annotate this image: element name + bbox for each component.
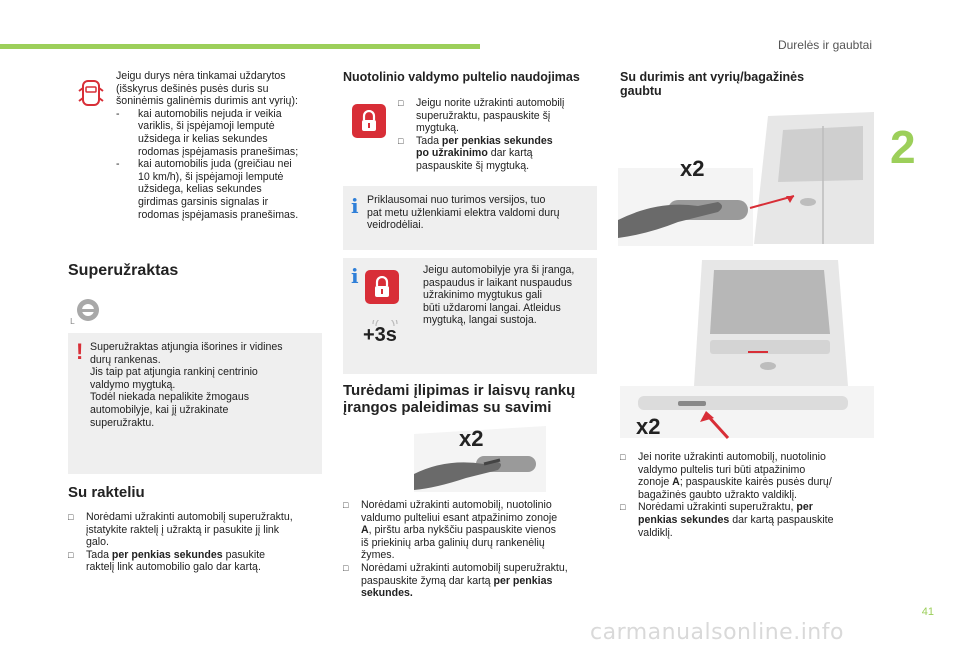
text-run: dar kartą paspauskite xyxy=(729,513,834,526)
door-warning-text xyxy=(116,70,326,221)
text-run: , pirštu arba nykščiu paspauskite vienos xyxy=(368,524,556,537)
door-open-warning-icon xyxy=(76,78,106,108)
dash-line: girdimas garsinis signalas ir xyxy=(138,195,269,208)
text-run-bold: per penkias sekundes xyxy=(441,134,553,147)
intro-line: šoninėmis galinėmis durimis ant vyrių): xyxy=(116,95,298,108)
info-icon: i xyxy=(351,194,359,218)
bullet-marker: □ xyxy=(620,452,626,462)
bullet-line: Norėdami užrakinti automobilį superužraktu, xyxy=(361,561,568,574)
remote-usage-title: Nuotolinio valdymo pultelio naudojimas xyxy=(343,70,580,84)
warning-line: valdymo mygtuką. xyxy=(90,378,176,391)
info-line: paspaudus ir laikant nuspaudus xyxy=(423,276,573,289)
text-run: ; paspauskite kairės pusės durų/ xyxy=(679,476,832,489)
title-line: Su durimis ant vyrių/bagažinės xyxy=(620,70,805,84)
chapter-number: 2 xyxy=(890,121,916,173)
text-run: zonoje xyxy=(638,476,673,489)
bullet-marker: □ xyxy=(68,512,74,522)
bullet-item xyxy=(398,135,598,173)
bullet-line: valdiklį. xyxy=(638,526,673,539)
watermark: carmanualsonline.info xyxy=(590,620,844,645)
bullet-line: mygtuką. xyxy=(416,122,459,135)
rear-door-handle-illustration xyxy=(618,110,880,246)
text-run-bold: sekundes. xyxy=(361,587,413,600)
steering-wheel-icon xyxy=(68,296,110,326)
bullet-item xyxy=(68,549,324,574)
bullet-line: superužraktu, paspauskite šį xyxy=(416,109,551,122)
bullet-line: iš priekinių arba galinių durų rankenėlių xyxy=(361,536,545,549)
dash-line: kai automobilis nejuda ir veikia xyxy=(138,107,282,120)
press-twice-label: x2 xyxy=(459,426,484,451)
header-accent-bar xyxy=(0,44,480,49)
warning-line: durų rankenas. xyxy=(90,353,161,366)
bullet-item xyxy=(343,562,601,600)
text-run-bold: per penkias sekundes xyxy=(111,548,223,561)
bullet-item xyxy=(343,499,601,562)
warning-line: Todėl niekada nepalikite žmogaus xyxy=(90,391,250,404)
dash-line: variklis, ši įspėjamoji lemputė xyxy=(138,120,275,133)
dash-line: rodomas įspėjamasis pranešimas; xyxy=(138,145,299,158)
bullet-line: paspauskite šį mygtuką. xyxy=(416,159,530,172)
info-line: būti uždaromi langai. Atleidus xyxy=(423,301,561,314)
dash-item xyxy=(116,158,326,221)
bullet-marker: □ xyxy=(620,502,626,513)
press-twice-label: x2 xyxy=(680,156,705,181)
title-line: įrangos paleidimas su savimi xyxy=(343,399,552,416)
bullet-line: žymes. xyxy=(361,549,395,562)
info-line: Jeigu automobilyje yra ši įranga, xyxy=(423,264,575,276)
warning-exclamation-icon: ! xyxy=(76,339,84,364)
dash-line: užsidega, kelias sekundes xyxy=(138,183,262,196)
warning-line: Jis taip pat atjungia rankinį centrinio xyxy=(90,366,258,379)
bullet-line: valdymo pultelis turi būti atpažinimo xyxy=(638,463,806,476)
hold-3s-label: +3s xyxy=(363,324,397,346)
title-line: gaubtu xyxy=(620,84,662,98)
bullet-marker: □ xyxy=(398,98,404,108)
bullet-item xyxy=(68,511,324,549)
text-run: dar kartą xyxy=(487,147,533,160)
bullet-line: valdumo pulteliui esant atpažinimo zonoje xyxy=(361,511,558,524)
superlock-warning-box xyxy=(68,333,322,474)
bullet-line: bagažinės gaubto užrakto valdiklį. xyxy=(638,488,798,501)
lock-button-icon xyxy=(365,270,399,304)
title-line: Turėdami įlipimas ir laisvų rankų xyxy=(343,382,576,399)
text-run: Norėdami užrakinti superužraktu, xyxy=(638,501,797,514)
header-title: Durelės ir gaubtai xyxy=(777,38,872,52)
hinged-doors-bullets xyxy=(620,451,860,539)
text-run-bold: po užrakinimo xyxy=(416,147,488,160)
with-key-title: Su rakteliu xyxy=(68,484,145,501)
dash-line: 10 km/h), ši įspėjamoji lemputė xyxy=(138,170,284,183)
mirror-info-box xyxy=(343,186,597,250)
intro-line: (išskyrus dešinės pusės duris su xyxy=(116,82,269,95)
bullet-item xyxy=(398,97,598,135)
bullet-marker: □ xyxy=(68,549,74,560)
info-line: užrakinimo mygtukus gali xyxy=(423,289,542,302)
bullet-item xyxy=(620,501,860,539)
svg-text:L: L xyxy=(70,317,75,325)
dash-marker: - xyxy=(116,107,120,120)
hands-free-title xyxy=(343,382,575,416)
bullet-marker: □ xyxy=(343,562,349,573)
info-icon: i xyxy=(351,264,359,288)
hands-free-bullets xyxy=(343,499,601,600)
hinged-doors-title xyxy=(620,70,804,98)
bullet-line: Jei norite užrakinti automobilį, nuotolinio xyxy=(638,451,826,463)
dash-line: užsidega ir kelias sekundes xyxy=(138,132,268,145)
text-run-bold: per xyxy=(796,501,813,514)
tailgate-handle-illustration xyxy=(618,256,880,440)
text-run-bold: per penkias xyxy=(493,574,553,587)
windows-info-text xyxy=(423,264,595,327)
superlock-title: Superužraktas xyxy=(68,262,179,279)
bullet-line: įstatykite raktelį į užraktą ir pasukite jį link xyxy=(86,523,280,536)
text-run-bold: A xyxy=(672,476,680,489)
info-line: mygtuką, langai sustoja. xyxy=(423,314,537,327)
dash-marker: - xyxy=(116,158,120,171)
text-run: paspauskite žymą dar kartą xyxy=(361,574,494,587)
text-run-bold: A xyxy=(361,524,369,537)
bullet-item xyxy=(620,451,860,501)
windows-info-box xyxy=(343,258,597,374)
warning-line: automobilyje, kai jį užrakinate xyxy=(90,403,229,416)
remote-bullets xyxy=(398,97,598,173)
press-twice-label: x2 xyxy=(636,414,661,439)
dash-item xyxy=(116,108,326,158)
warning-line: superužraktu. xyxy=(90,416,155,429)
intro-line: Jeigu durys nėra tinkamai uždarytos xyxy=(116,70,286,82)
info-line: pat metu užlenkiami elektra valdomi durų xyxy=(367,206,560,219)
text-run: Tada xyxy=(86,548,112,561)
text-run: Tada xyxy=(416,134,442,147)
page-number: 41 xyxy=(921,606,934,618)
superlock-warning-text xyxy=(90,341,318,429)
info-line: veidrodėliai. xyxy=(367,219,424,232)
info-line: Priklausomai nuo turimos versijos, tuo xyxy=(367,194,546,206)
lock-button-icon xyxy=(352,104,386,138)
dash-line: rodomas įspėjamasis pranešimas. xyxy=(138,208,299,221)
warning-line: Superužraktas atjungia išorines ir vidines xyxy=(90,341,283,353)
with-key-text xyxy=(68,511,324,574)
bullet-marker: □ xyxy=(343,500,349,510)
bullet-line: galo. xyxy=(86,536,109,549)
mirror-info-text xyxy=(367,194,593,232)
text-run-bold: penkias sekundes xyxy=(638,513,730,526)
bullet-line: Norėdami užrakinti automobilį, nuotolinio xyxy=(361,499,552,511)
bullet-marker: □ xyxy=(398,135,404,146)
bullet-line: Norėdami užrakinti automobilį superužraktu, xyxy=(86,511,293,523)
text-run: pasukite xyxy=(222,548,266,561)
bullet-line: Jeigu norite užrakinti automobilį xyxy=(416,97,565,109)
bullet-line: raktelį link automobilio galo dar kartą. xyxy=(86,561,261,574)
dash-line: kai automobilis juda (greičiau nei xyxy=(138,158,292,171)
